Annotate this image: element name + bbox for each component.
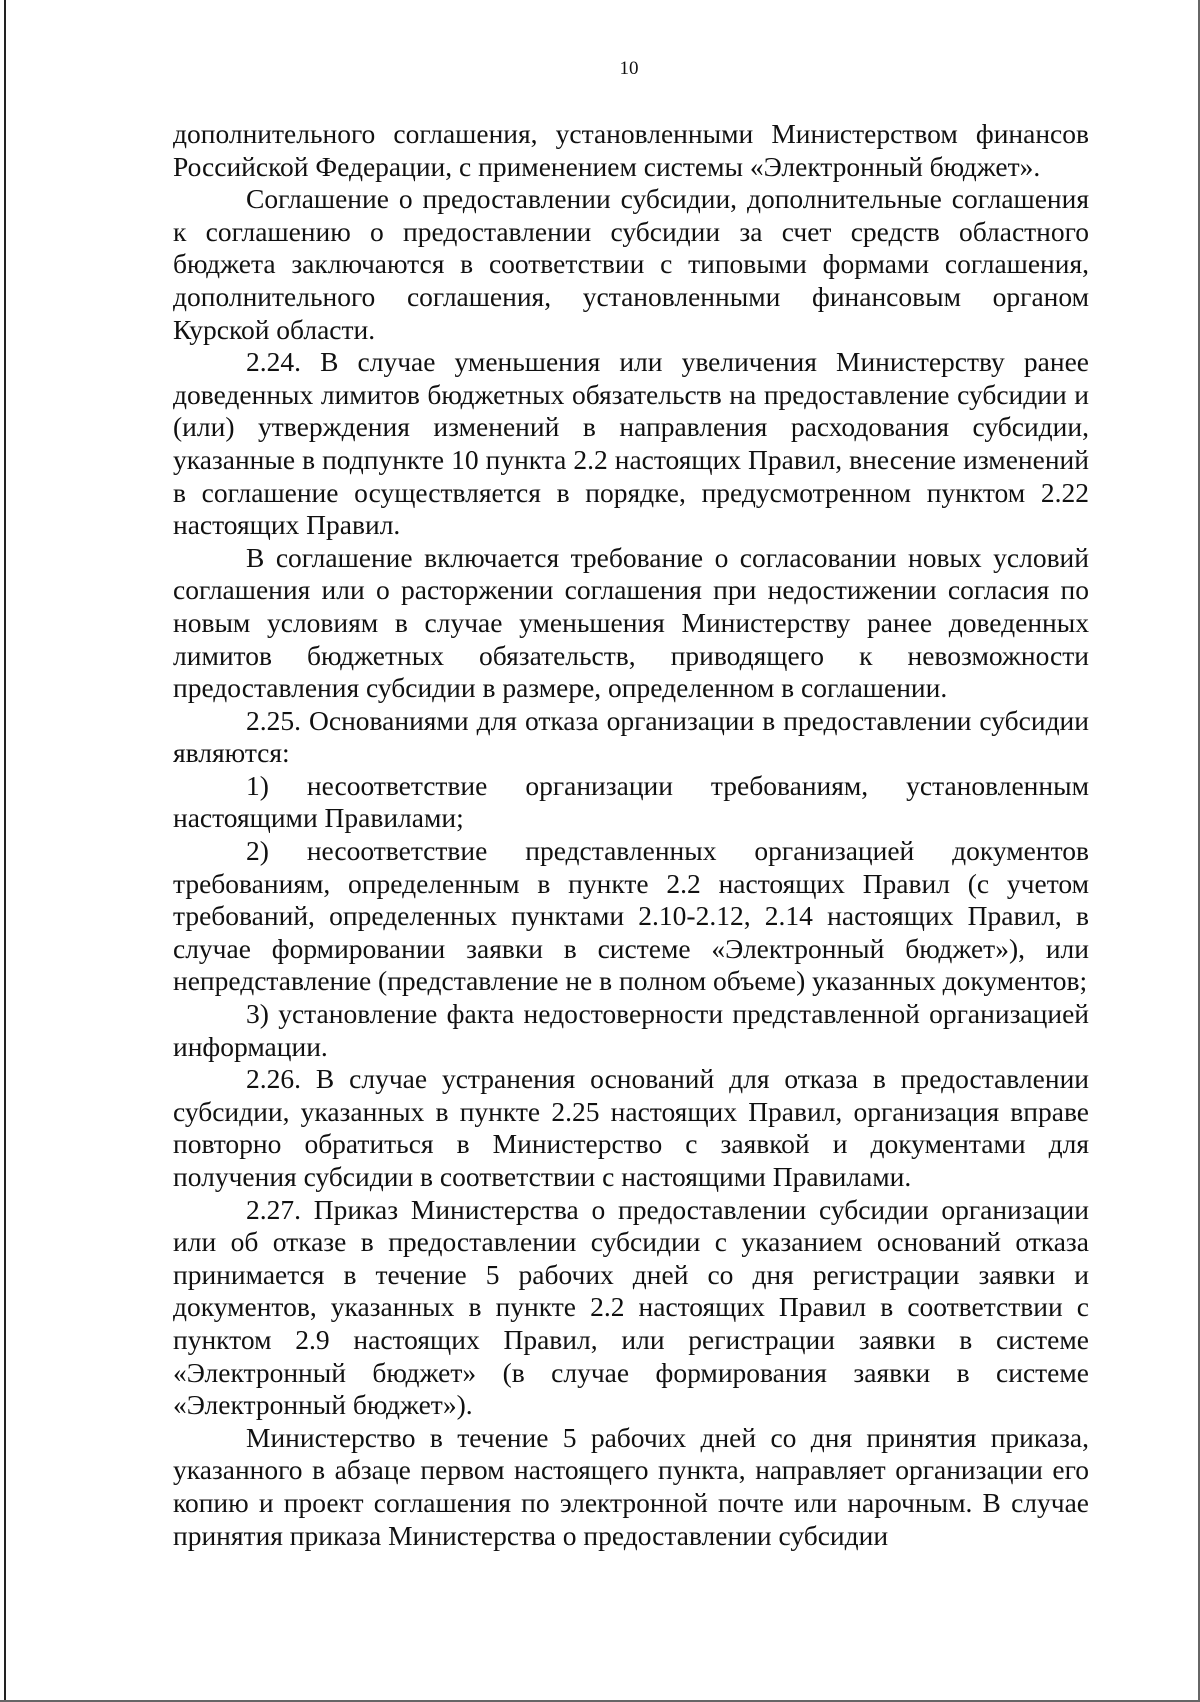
paragraph-2-27: 2.27. Приказ Министерства о предоставлении субсидии организации или об отказе в предоставлении субсидии с указанием оснований отказа принимается в течение 5 рабочих дней со дня регистрации заявки и документов, указанных в пункте 2.2 настоящих Правил в соответствии с пунктом 2.9 настоящих Правил, или регистрации заявки в системе «Электронный бюджет» (в случае формирования заявки в системе «Электронный бюджет»). xyxy=(173,1193,1089,1421)
paragraph-2-26: 2.26. В случае устранения оснований для отказа в предоставлении субсидии, указанных в пункте 2.25 настоящих Правил, организация вправе повторно обратиться в Министерство с заявкой и документами для получения субсидии в соответствии с настоящими Правилами. xyxy=(173,1063,1089,1192)
document-body xyxy=(173,118,1089,1552)
list-item-2-25-3: 3) установление факта недостоверности представленной организацией информации. xyxy=(173,998,1089,1062)
paragraph-agreement-forms: Соглашение о предоставлении субсидии, дополнительные соглашения к соглашению о предоставлении субсидии за счет средств областного бюджета заключаются в соответствии с типовыми формами соглашения, дополнительного соглашения, установленными финансовым органом Курской области. xyxy=(173,183,1089,345)
list-item-2-25-1: 1) несоответствие организации требованиям, установленным настоящими Правилами; xyxy=(173,769,1089,834)
list-item-2-25-2: 2) несоответствие представленных организацией документов требованиям, определенным в пункте 2.2 настоящих Правил (с учетом требований, определенных пунктами 2.10-2.12, 2.14 настоящих Правил, в случае формировании заявки в системе «Электронный бюджет»), или непредставление (представление не в полном объеме) указанных документов; xyxy=(173,835,1089,997)
paragraph-2-24: 2.24. В случае уменьшения или увеличения Министерству ранее доведенных лимитов бюджетных обязательств на предоставление субсидии и (или) утверждения изменений в направления расходования субсидии, указанные в подпункте 10 пункта 2.2 настоящих Правил, внесение изменений в соглашение осуществляется в порядке, предусмотренном пунктом 2.22 настоящих Правил. xyxy=(173,346,1089,541)
paragraph-2-27-copy: Министерство в течение 5 рабочих дней со дня принятия приказа, указанного в абзаце первом настоящего пункта, направляет организации его копию и проект соглашения по электронной почте или нарочным. В случае принятия приказа Министерства о предоставлении субсидии xyxy=(173,1421,1089,1551)
page-edge-left xyxy=(4,0,6,1702)
page-number: 10 xyxy=(619,58,639,79)
paragraph-2-25: 2.25. Основаниями для отказа организации в предоставлении субсидии являются: xyxy=(173,704,1089,769)
paragraph-continuation: дополнительного соглашения, установленными Министерством финансов Российской Федерации, с применением системы «Электронный бюджет». xyxy=(173,118,1089,182)
paragraph-2-24-new-conditions: В соглашение включается требование о согласовании новых условий соглашения или о расторжении соглашения при недостижении согласия по новым условиям в случае уменьшения Министерству ранее доведенных лимитов бюджетных обязательств, приводящего к невозможности предоставления субсидии в размере, определенном в соглашении. xyxy=(173,541,1089,704)
